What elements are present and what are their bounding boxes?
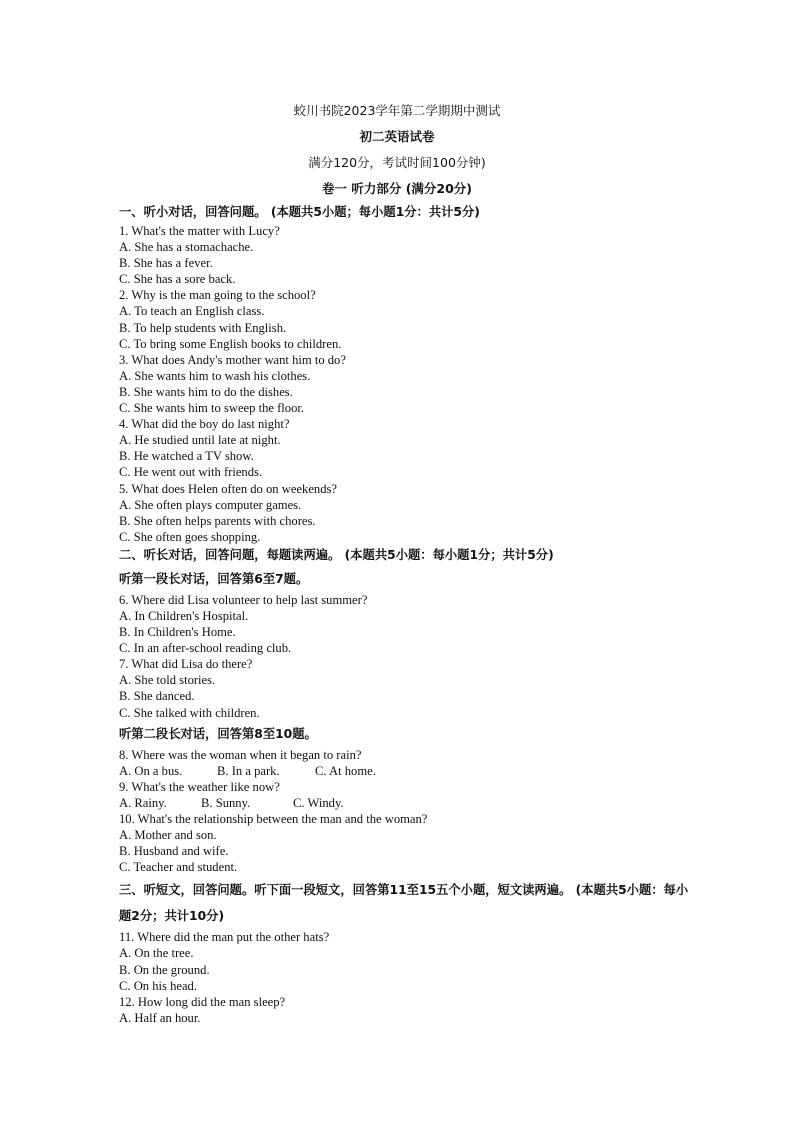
option-a: A. To teach an English class.: [119, 304, 265, 319]
option-b: B. Husband and wife.: [119, 844, 229, 859]
question-text: 7. What did Lisa do there?: [119, 657, 253, 672]
dialog1-intro: 听第一段长对话，回答第6至7题。: [119, 571, 309, 586]
question-11: [119, 929, 689, 993]
option-b: B. She danced.: [119, 689, 195, 704]
question-12: [119, 994, 689, 1026]
option-a: A. Mother and son.: [119, 828, 217, 843]
option-c: C. Teacher and student.: [119, 860, 238, 875]
question-text: 3. What does Andy's mother want him to do?: [119, 352, 346, 367]
question-10: [119, 811, 689, 875]
option-a: A. She told stories.: [119, 673, 216, 688]
question-text: 8. Where was the woman when it began to rain?: [119, 747, 362, 762]
question-5: [119, 481, 689, 545]
option-c: C. She wants him to sweep the floor.: [119, 401, 305, 416]
exam-content: [119, 98, 689, 1026]
option-b: B. In a park.: [217, 763, 280, 778]
option-b: B. She often helps parents with chores.: [119, 513, 316, 528]
question-4: [119, 416, 689, 480]
subject-title: 初二英语试卷: [359, 129, 435, 144]
option-b: B. On the ground.: [119, 962, 210, 977]
dialog2-intro: 听第二段长对话，回答第8至10题。: [119, 726, 317, 741]
options-row: [119, 795, 689, 811]
question-text: 6. Where did Lisa volunteer to help last summer?: [119, 592, 368, 607]
question-text: 2. Why is the man going to the school?: [119, 288, 316, 303]
question-text: 9. What's the weather like now?: [119, 779, 280, 794]
option-a: A. On the tree.: [119, 946, 194, 961]
option-b: B. Sunny.: [201, 795, 251, 810]
question-3: [119, 352, 689, 416]
question-9: [119, 779, 689, 811]
score-info: 满分120分，考试时间100分钟): [308, 155, 486, 170]
option-c: C. On his head.: [119, 978, 198, 993]
question-text: 10. What's the relationship between the man and the woman?: [119, 812, 428, 826]
option-b: B. She has a fever.: [119, 256, 213, 271]
section2-heading: 二、听长对话，回答问题，每题读两遍。 (本题共5小题：每小题1分；共计5分): [119, 547, 554, 562]
option-a: A. He studied until late at night.: [119, 433, 281, 448]
question-text: 5. What does Helen often do on weekends?: [119, 481, 337, 496]
option-b: B. She wants him to do the dishes.: [119, 384, 293, 399]
option-a: A. She wants him to wash his clothes.: [119, 368, 311, 383]
question-2: [119, 287, 689, 351]
option-b: B. To help students with English.: [119, 320, 287, 335]
question-8: [119, 747, 689, 779]
option-c: C. At home.: [315, 763, 376, 778]
question-7: [119, 656, 689, 720]
question-6: [119, 592, 689, 656]
option-c: C. Windy.: [293, 795, 344, 810]
option-a: A. She has a stomachache.: [119, 240, 254, 255]
question-text: 12. How long did the man sleep?: [119, 994, 286, 1009]
school-title: 蛟川书院2023学年第二学期期中测试: [293, 103, 501, 118]
option-a: A. Half an hour.: [119, 1010, 201, 1025]
question-1: [119, 223, 689, 287]
option-c: C. She often goes shopping.: [119, 529, 261, 544]
section1-heading: 一、听小对话，回答问题。 (本题共5小题；每小题1分：共计5分): [119, 205, 480, 219]
section3-heading: 三、听短文，回答问题。听下面一段短文，回答第11至15五个小题，短文读两遍。 (本题共5小题：每小题2分；共计10分): [119, 883, 689, 924]
option-a: A. She often plays computer games.: [119, 497, 302, 512]
option-c: C. She talked with children.: [119, 705, 260, 720]
option-b: B. In Children's Home.: [119, 625, 236, 640]
options-row: [119, 763, 689, 779]
part-title: 卷一 听力部分 (满分20分): [321, 181, 473, 196]
option-c: C. He went out with friends.: [119, 465, 263, 480]
option-c: C. She has a sore back.: [119, 272, 236, 287]
option-a: A. Rainy.: [119, 795, 167, 810]
option-a: A. On a bus.: [119, 763, 183, 778]
question-text: 4. What did the boy do last night?: [119, 417, 290, 432]
option-c: C. In an after-school reading club.: [119, 641, 292, 656]
question-text: 11. Where did the man put the other hats?: [119, 930, 330, 945]
option-c: C. To bring some English books to children.: [119, 336, 342, 351]
option-b: B. He watched a TV show.: [119, 449, 254, 464]
option-a: A. In Children's Hospital.: [119, 608, 249, 623]
question-text: 1. What's the matter with Lucy?: [119, 224, 280, 238]
